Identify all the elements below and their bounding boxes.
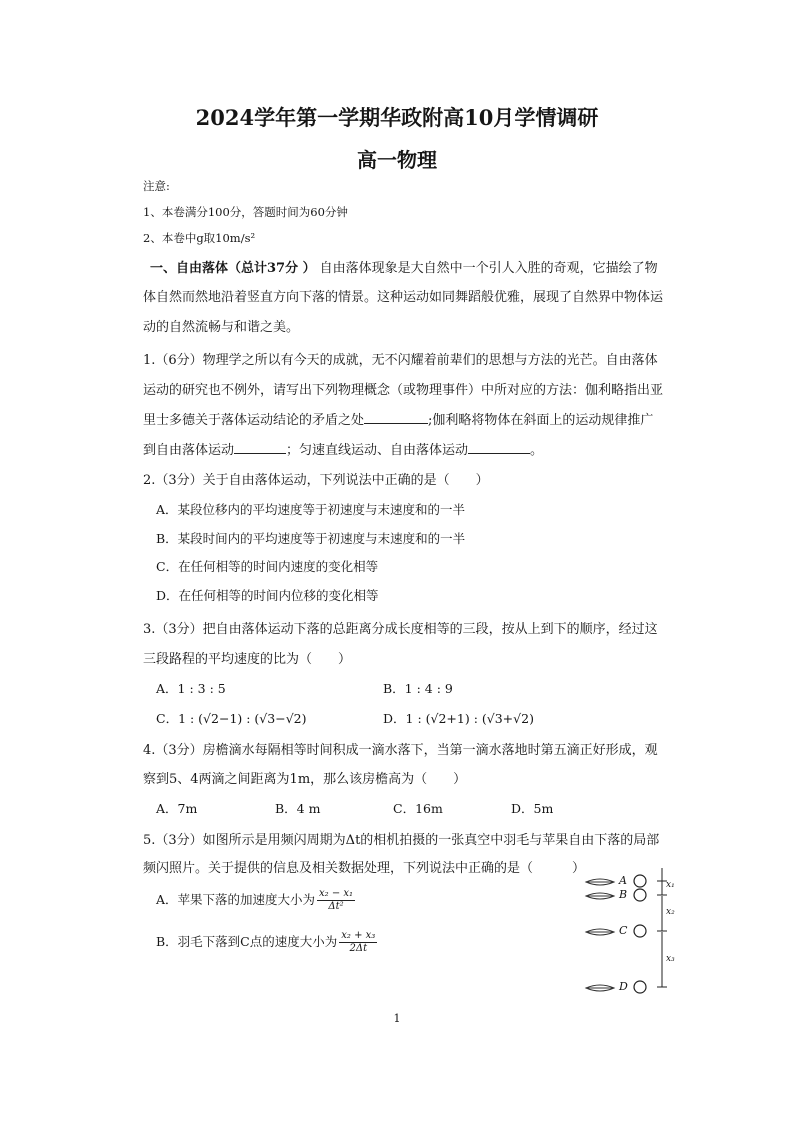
q5-line-1: 5.（3分）如图所示是用频闪周期为Δt的相机拍摄的一张真空中羽毛与苹果自由下落的局部 (143, 833, 660, 848)
q3-option-d: D．1 : (√2+1) : (√3+√2) (383, 711, 534, 726)
note-item-1: 1、本卷满分100分，答题时间为60分钟 (143, 205, 348, 219)
q4-option-a: A．7m (156, 801, 198, 816)
label-x2: x₂ (666, 907, 675, 917)
q1-blank-1[interactable] (364, 411, 428, 424)
q1-line-3b: ;伽利略将物体在斜面上的运动规律推广 (428, 413, 654, 428)
q5-line-2: 频闪照片。关于提供的信息及相关数据处理，下列说法中正确的是（ ） (143, 861, 586, 876)
q1-line-4b: ；匀速直线运动、自由落体运动 (286, 443, 469, 458)
q2-option-a: A．某段位移内的平均速度等于初速度与末速度和的一半 (156, 502, 466, 517)
section1-intro-2: 体自然而然地沿着竖直方向下落的情景。这种运动如同舞蹈般优雅，展现了自然界中物体运 (143, 290, 664, 305)
q3-line-2: 三段路程的平均速度的比为（ ） (143, 652, 352, 667)
note-item-2: 2、本卷中g取10m/s² (143, 231, 256, 245)
q5-option-a-text: A．苹果下落的加速度大小为 (156, 892, 316, 907)
q5-option-a-fraction (317, 888, 355, 913)
q3-line-1: 3.（3分）把自由落体运动下落的总距离分成长度相等的三段，按从上到下的顺序，经过这 (143, 622, 658, 637)
q2-option-b: B．某段时间内的平均速度等于初速度与末速度和的一半 (156, 531, 466, 546)
exam-title: 2024学年第一学期华政附高10月学情调研 (195, 105, 599, 130)
q1-line-3 (143, 409, 653, 428)
label-x1: x₁ (666, 880, 675, 890)
q3-option-a: A．1 : 3 : 5 (156, 681, 226, 696)
q5-option-a-denominator: Δt² (328, 901, 344, 912)
q5-option-b-denominator: 2Δt (349, 943, 368, 954)
label-x3: x₃ (666, 954, 675, 964)
q1-line-4c: 。 (530, 443, 544, 458)
q1-line-3a: 里士多德关于落体运动结论的矛盾之处 (143, 413, 365, 428)
q2-option-d: D．在任何相等的时间内位移的变化相等 (156, 588, 379, 603)
q4-line-1: 4.（3分）房檐滴水每隔相等时间积成一滴水落下，当第一滴水落地时第五滴正好形成，观 (143, 743, 658, 758)
section1-intro-1: 自由落体现象是大自然中一个引人入胜的奇观，它描绘了物 (319, 261, 658, 276)
label-a: A (619, 874, 627, 887)
section1-intro-3: 动的自然流畅与和谐之美。 (143, 320, 300, 335)
q5-option-a-numerator: x₂ − x₁ (319, 888, 354, 899)
q5-option-b-text: B．羽毛下落到C点的速度大小为 (156, 934, 338, 949)
q1-blank-2[interactable] (234, 441, 286, 454)
q4-option-c: C．16m (393, 801, 443, 816)
feather-icon (586, 879, 614, 991)
q4-line-2: 察到5、4两滴之间距离为1m，那么该房檐高为（ ） (143, 772, 467, 787)
q3-option-c: C．1 : (√2−1) : (√3−√2) (156, 711, 307, 726)
q2-option-c: C．在任何相等的时间内速度的变化相等 (156, 559, 379, 574)
q5-option-b-fraction (339, 930, 377, 955)
exam-subtitle: 高一物理 (357, 148, 437, 172)
apple-icon (634, 875, 646, 993)
label-d: D (619, 980, 628, 993)
section1-heading: 一、自由落体（总计37分 ） (150, 261, 316, 276)
strobe-figure (582, 862, 682, 1008)
q4-option-b: B．4 m (275, 801, 321, 816)
label-b: B (619, 888, 628, 901)
section1-heading-line (150, 257, 658, 276)
q1-blank-3[interactable] (468, 441, 530, 454)
q1-line-4a: 到自由落体运动 (143, 443, 235, 458)
label-c: C (619, 924, 628, 937)
page-number: 1 (393, 1012, 401, 1025)
q5-option-b-numerator: x₂ + x₃ (341, 930, 376, 941)
q1-line-1: 1.（6分）物理学之所以有今天的成就，无不闪耀着前辈们的思想与方法的光芒。自由落体 (143, 353, 658, 368)
q5-option-a (156, 888, 355, 913)
q3-option-b: B．1 : 4 : 9 (383, 681, 453, 696)
q5-option-b (156, 930, 377, 955)
q1-line-4 (143, 439, 543, 458)
notes-heading: 注意: (143, 179, 170, 193)
q1-line-2: 运动的研究也不例外，请写出下列物理概念（或物理事件）中所对应的方法：伽利略指出亚 (143, 383, 664, 398)
q2-stem: 2.（3分）关于自由落体运动，下列说法中正确的是（ ） (143, 473, 489, 488)
q4-option-d: D．5m (511, 801, 554, 816)
